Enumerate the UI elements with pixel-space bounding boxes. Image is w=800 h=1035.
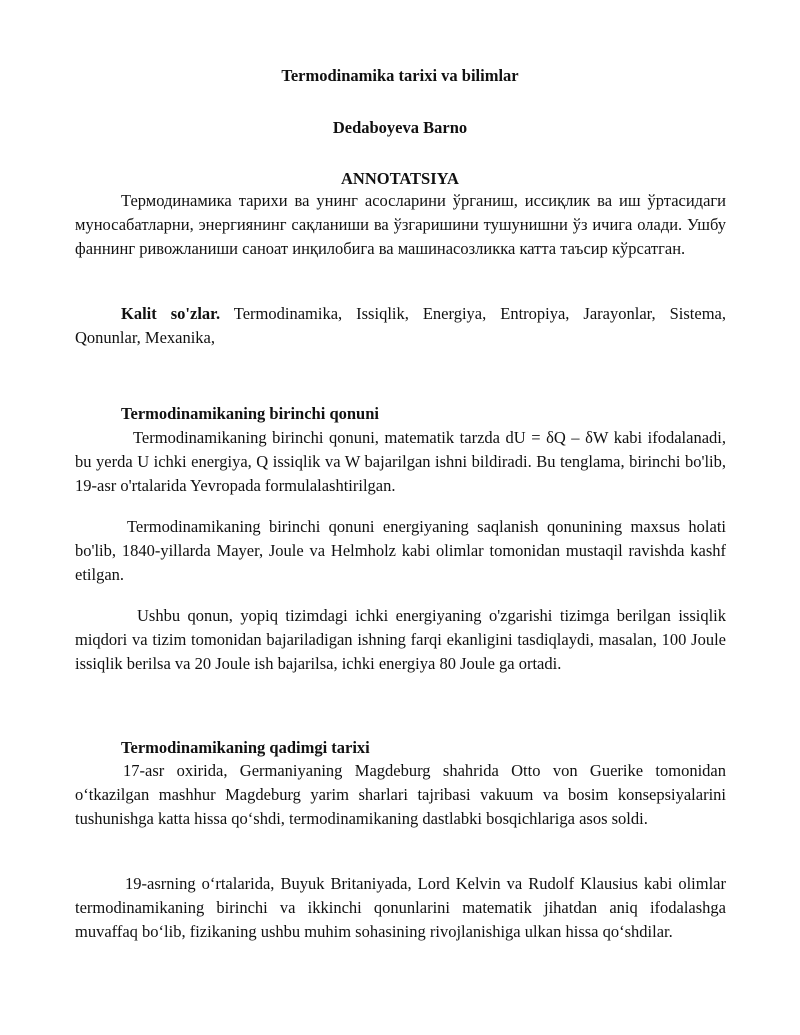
keywords-paragraph [75, 302, 726, 350]
section-heading-ancient-history: Termodinamikaning qadimgi tarixi [121, 738, 370, 757]
paragraph-first-law-formula: Termodinamikaning birinchi qonuni, matematik tarzda dU = δQ – δW kabi ifodalanadi, bu yerda U ichki energiya, Q issiqlik va W bajarilgan ishni bildiradi. Bu tenglama, birinchi bo'lib, 19-asr o'rtalarida Yevropada formulalashtirilgan. [75, 428, 726, 495]
paragraph-first-law-history: Termodinamikaning birinchi qonuni energiyaning saqlanish qonunining maxsus holati bo'lib, 1840-yillarda Mayer, Joule va Helmholz kabi olimlar tomonidan mustaqil ravishda kashf etilgan. [75, 517, 726, 584]
section-heading-first-law: Termodinamikaning birinchi qonuni [121, 404, 379, 423]
paragraph-magdeburg: 17-asr oxirida, Germaniyaning Magdeburg shahrida Otto von Guerike tomonidan oʻtkazilgan mashhur Magdeburg yarim sharlari tajribasi vakuum va bosim konsepsiyalarini tushunishga katta hissa qoʻshdi, termodinamikaning dastlabki bosqichlariga asos soldi. [75, 761, 726, 828]
document-title: Termodinamika tarixi va bilimlar [281, 66, 519, 85]
paragraph-kelvin-clausius: 19-asrning oʻrtalarida, Buyuk Britaniyada, Lord Kelvin va Rudolf Klausius kabi olimlar termodinamikaning birinchi va ikkinchi qonunlarini matematik jihatdan aniq ifodalashga muvaffaq boʻlib, fizikaning ushbu muhim sohasining rivojlanishiga ulkan hissa qoʻshdilar. [75, 874, 726, 941]
keywords-list: Termodinamika, Issiqlik, Energiya, Entropiya, Jarayonlar, Sistema, Qonunlar, Mexanika, [75, 304, 726, 347]
annotation-heading: ANNOTATSIYA [341, 169, 459, 188]
author-name: Dedaboyeva Barno [332, 118, 468, 137]
paragraph-first-law-example: Ushbu qonun, yopiq tizimdagi ichki energiyaning o'zgarishi tizimga berilgan issiqlik miqdori va tizim tomonidan bajariladigan ishning farqi ekanligini tasdiqlaydi, masalan, 100 Joule issiqlik berilsa va 20 Joule ish bajarilsa, ichki energiya 80 Joule ga ortadi. [75, 606, 726, 673]
annotation-paragraph: Термодинамика тарихи ва унинг асосларини ўрганиш, иссиқлик ва иш ўртасидаги муносабатларни, энергиянинг сақланиши ва ўзгаришини тушунишни ўз ичига олади. Ушбу фаннинг ривожланиши саноат инқилобига ва машинасозликка катта таъсир кўрсатган. [75, 191, 726, 258]
keywords-label: Kalit so'zlar. [121, 304, 221, 323]
